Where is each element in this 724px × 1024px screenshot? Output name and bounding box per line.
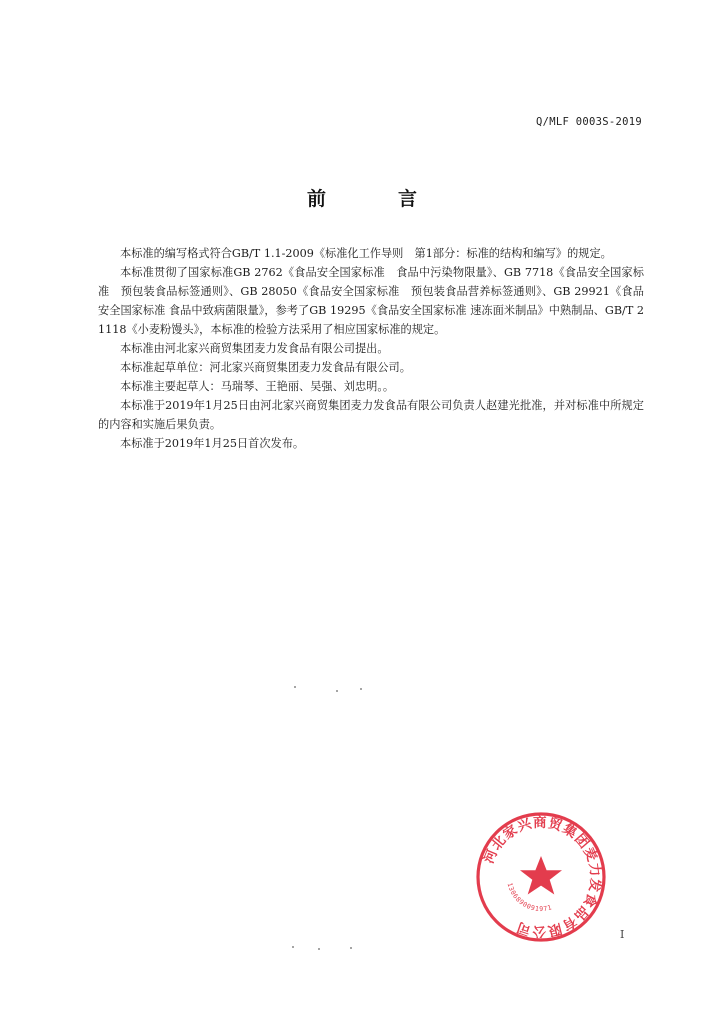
seal-number-path: 1306890091971 — [505, 881, 554, 914]
page-title — [0, 184, 724, 211]
title-char-2: 言 — [398, 188, 418, 210]
scan-speck — [350, 947, 352, 949]
page-number: I — [620, 928, 625, 941]
title-char-1: 前 — [306, 188, 326, 210]
paragraph-format: 本标准的编写格式符合GB/T 1.1-2009《标准化工作导则 第1部分：标准的结构和编写》的规定。 — [120, 247, 612, 260]
seal-company-path: 河北家兴商贸集团麦力发食品有限公司 — [481, 814, 604, 940]
scan-speck — [292, 946, 294, 948]
scan-speck — [318, 948, 320, 950]
paragraph-proposer: 本标准由河北家兴商贸集团麦力发食品有限公司提出。 — [120, 342, 389, 355]
scan-speck — [294, 686, 296, 688]
paragraph-approval: 本标准于2019年1月25日由河北家兴商贸集团麦力发食品有限公司负责人赵建光批准，并对标准中所规定的内容和实施后果负责。 — [98, 399, 644, 431]
paragraph-drafting-unit: 本标准起草单位：河北家兴商贸集团麦力发食品有限公司。 — [120, 361, 411, 374]
foreword-body — [98, 244, 644, 453]
company-seal — [474, 810, 608, 944]
standard-code: Q/MLF 0003S-2019 — [536, 116, 642, 128]
scan-speck — [336, 690, 338, 692]
seal-graphic — [478, 814, 605, 940]
paragraph-references: 本标准贯彻了国家标准GB 2762《食品安全国家标准 食品中污染物限量》、GB 7718《食品安全国家标准 预包装食品标签通则》、GB 28050《食品安全国家标准 预包装食品营养标签通则》、GB 29921《食品安全国家标准 食品中致病菌限量》，参考了GB 19295《食品安全国家标准 速冻面米制品》中熟制品、GB/T 21118《小麦粉馒头》，本标准的检验方法采用了相应国家标准的规定。 — [98, 266, 644, 336]
seal-star-icon — [520, 856, 562, 895]
scan-speck — [360, 688, 362, 690]
paragraph-drafters: 本标准主要起草人：马瑞琴、王艳丽、吴强、刘忠明。。 — [120, 380, 395, 393]
paragraph-release: 本标准于2019年1月25日首次发布。 — [120, 437, 305, 450]
